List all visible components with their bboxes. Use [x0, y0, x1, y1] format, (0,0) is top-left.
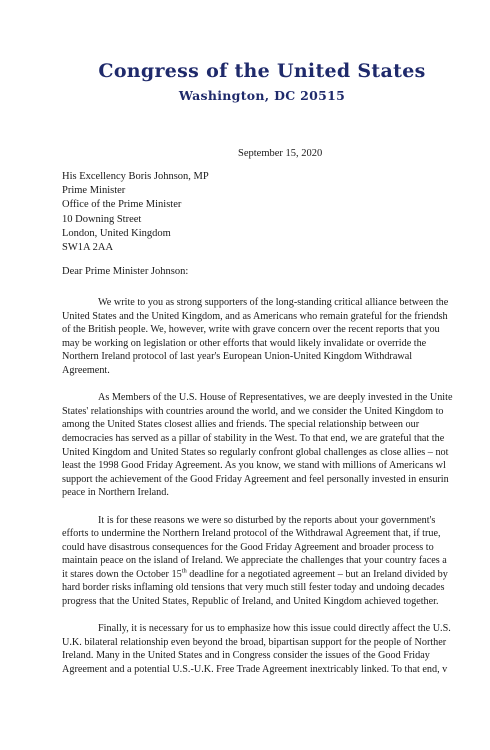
letterhead	[0, 60, 490, 103]
text-line: efforts to undermine the Northern Ireland protocol of the Withdrawal Agreement that, if true,	[62, 528, 441, 540]
text-line: Finally, it is necessary for us to emphasize how this issue could directly affect the U.S.	[98, 623, 451, 635]
text-line: United Kingdom and United States so regularly confront global challenges as close allies – not	[62, 446, 449, 458]
text-line-deadline	[62, 568, 490, 582]
text-line: could have disastrous consequences for the Good Friday Agreement and broader process to	[62, 541, 434, 553]
text-line: peace in Northern Ireland.	[62, 487, 169, 499]
recipient-address	[62, 170, 209, 255]
address-line: Prime Minister	[62, 185, 126, 197]
text-line: United States and the United Kingdom, and as Americans who remain grateful for the friendsh	[62, 310, 448, 322]
text-line: democracies has served as a pillar of stability in the West. To that end, we are grateful that the	[62, 432, 445, 444]
address-line: His Excellency Boris Johnson, MP	[62, 171, 209, 182]
letterhead-subtitle: Washington, DC 20515	[178, 88, 346, 103]
text-line: progress that the United States, Republic of Ireland, and United Kingdom achieved together.	[62, 596, 439, 608]
letter-body	[62, 296, 490, 690]
text-line: States' relationships with countries around the world, and we consider the United Kingdom to	[62, 405, 444, 417]
text-line: Ireland. Many in the United States and in Congress consider the issues of the Good Friday	[62, 650, 430, 662]
text-line: maintain peace on the island of Ireland. We appreciate the challenges that your country faces a	[62, 555, 447, 567]
text-line: support the achievement of the Good Friday Agreement and feel personally invested in ensurin	[62, 473, 449, 485]
text-line: Agreement.	[62, 364, 110, 376]
text-line: among the United States closest allies and friends. The special relationship between our	[62, 419, 420, 431]
address-line: 10 Downing Street	[62, 213, 142, 225]
paragraph-3	[62, 514, 490, 609]
letterhead-title: Congress of the United States	[98, 60, 426, 82]
text-segment: deadline for a negotiated agreement – but an Ireland divided by	[186, 568, 448, 580]
text-line: hard border risks inflaming old tensions that very much still fester today and undoing decades	[62, 582, 445, 594]
paragraph-2	[62, 391, 490, 500]
text-line: Agreement and a potential U.S.-U.K. Free Trade Agreement inextricably linked. To that end, v	[62, 664, 448, 676]
address-line: SW1A 2AA	[62, 242, 114, 254]
paragraph-4	[62, 622, 490, 676]
text-line: Northern Ireland protocol of last year's European Union-United Kingdom Withdrawal	[62, 351, 413, 363]
superscript-th: th	[181, 567, 187, 575]
letter-date: September 15, 2020	[238, 148, 323, 159]
address-line: Office of the Prime Minister	[62, 199, 182, 211]
text-line: U.K. bilateral relationship even beyond the broad, bipartisan support for the people of Norther	[62, 636, 447, 648]
text-line: of the British people. We, however, write with grave concern over the recent reports that you	[62, 324, 440, 336]
address-line: London, United Kingdom	[62, 227, 171, 239]
text-line: may be working on legislation or other efforts that would likely invalidate or override the	[62, 337, 427, 349]
paragraph-1	[62, 296, 490, 378]
text-line: least the 1998 Good Friday Agreement. As you know, we stand with millions of Americans wl	[62, 460, 446, 472]
text-line: We write to you as strong supporters of the long-standing critical alliance between the	[98, 297, 449, 308]
salutation: Dear Prime Minister Johnson:	[62, 266, 189, 277]
text-line: It is for these reasons we were so disturbed by the reports about your government's	[98, 514, 436, 526]
text-line: As Members of the U.S. House of Representatives, we are deeply invested in the Unite	[98, 392, 453, 404]
text-segment: it stares down the October 15	[62, 568, 182, 580]
